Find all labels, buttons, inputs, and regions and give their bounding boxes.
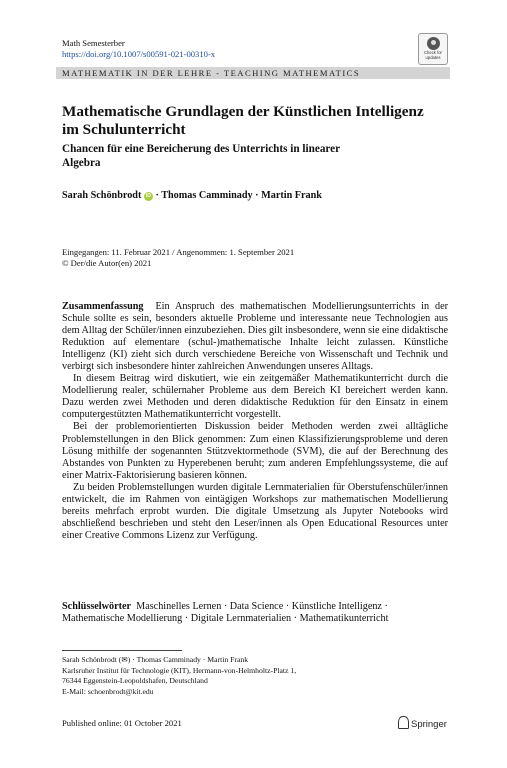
subtitle-line-1: Chancen für eine Bereicherung des Unterrichts in linearer	[62, 143, 341, 155]
springer-horse-icon	[398, 716, 409, 729]
publisher-name: Springer	[411, 719, 447, 730]
affiliation	[62, 655, 296, 697]
badge-line-1: Check for	[424, 50, 442, 55]
journal-name: Math Semesterber	[62, 38, 125, 48]
check-for-updates-icon	[427, 37, 440, 50]
keywords-text: Maschinelles Lernen · Data Science · Künstliche Intelligenz · Mathematische Modellierung · Digitale Lernmaterialien · Mathematikunterricht	[62, 601, 389, 625]
title-line-1: Mathematische Grundlagen der Künstlichen Intelligenz	[62, 103, 424, 120]
affiliation-authors: Sarah Schönbrodt (✉) · Thomas Camminady · Martin Frank	[62, 655, 249, 664]
published-online: Published online: 01 October 2021	[62, 718, 182, 728]
article-subtitle	[62, 143, 402, 170]
doi-link[interactable]: https://doi.org/10.1007/s00591-021-00310-x	[62, 49, 216, 59]
keywords	[62, 601, 448, 625]
abstract-paragraph-2: In diesem Beitrag wird diskutiert, wie ein zeitgemäßer Mathematikunterricht durch die Modellierung realer, schülernaher Probleme aus dem Bereich KI bereichert werden kann. Dazu werden zwei Methoden und deren didaktische Reduktion für den Einsatz in einem computergestützten Mathematikunterricht vorgestellt.	[62, 373, 448, 421]
abstract-paragraph-3: Bei der problemorientierten Diskussion beider Methoden werden zwei alltägliche Problemstellungen in den Blick genommen: Zum einen Klassifizierungsprobleme und deren Lösung mithilfe der sogenannten Stützvektormethode (SVM), die auf der Berechnung des Abstandes von Punkten zu Hyperebenen beruht; zum anderen Empfehlungssysteme, die auf einer Matrix-Faktorisierung basieren können.	[62, 421, 448, 481]
article-dates	[62, 247, 294, 269]
received-accepted: Eingegangen: 11. Februar 2021 / Angenommen: 1. September 2021	[62, 247, 295, 257]
author-1: Sarah Schönbrodt	[62, 190, 142, 201]
author-list	[62, 190, 322, 202]
abstract-paragraph-4: Zu beiden Problemstellungen wurden digitale Lernmaterialien für Oberstufenschüler/innen entwickelt, die im Rahmen von eintägigen Workshops zur mathematischen Modellierung bereits mehrfach erprobt wurden. Die digitale Umsetzung als Jupyter Notebooks wird abschließend beschrieben und steht den Leser/innen als Open Educational Resources unter einer Creative Commons Lizenz zur Verfügung.	[62, 481, 448, 541]
keywords-label: Schlüsselwörter	[62, 601, 132, 612]
orcid-icon[interactable]: iD	[145, 193, 151, 199]
footnote-rule	[62, 650, 182, 651]
other-authors: · Thomas Camminady · Martin Frank	[152, 190, 322, 201]
abstract-text-1: Ein Anspruch des mathematischen Modellierungsunterrichts in der Schule sollte es sein, besonders aktuelle Probleme und interessante neue Technologien aus dem Alltag der Schüler/innen einzubeziehen. Dies gilt insbesondere, wenn sie eine didaktische Reduktion auf elementare (schul-)mathematische Inhalte leicht zulassen. Künstliche Intelligenz (KI) zieht sich durch verschiedene Bereiche von Wissenschaft und Technik und verbirgt sich insbesondere hinter zahlreichen Anwendungen unseres Alltags.	[62, 301, 449, 373]
abstract-paragraph-1	[62, 301, 448, 373]
affiliation-institute: Karlsruher Institut für Technologie (KIT), Hermann-von-Helmholtz-Platz 1,	[62, 665, 297, 675]
abstract-label: Zusammenfassung	[62, 301, 144, 312]
section-banner: MATHEMATIK IN DER LEHRE - TEACHING MATHEMATICS	[56, 67, 450, 79]
check-for-updates-badge[interactable]	[418, 33, 448, 65]
title-line-2: im Schulunterricht	[62, 121, 186, 138]
subtitle-line-2: Algebra	[62, 156, 101, 169]
copyright: © Der/die Autor(en) 2021	[62, 258, 152, 268]
affiliation-city: 76344 Eggenstein-Leopoldshafen, Deutschland	[62, 676, 208, 686]
publisher-logo	[398, 716, 447, 730]
article-title	[62, 103, 452, 139]
abstract	[62, 301, 448, 542]
badge-line-2: updates	[425, 54, 441, 60]
affiliation-email[interactable]: E-Mail: schoenbrodt@kit.edu	[62, 686, 154, 696]
